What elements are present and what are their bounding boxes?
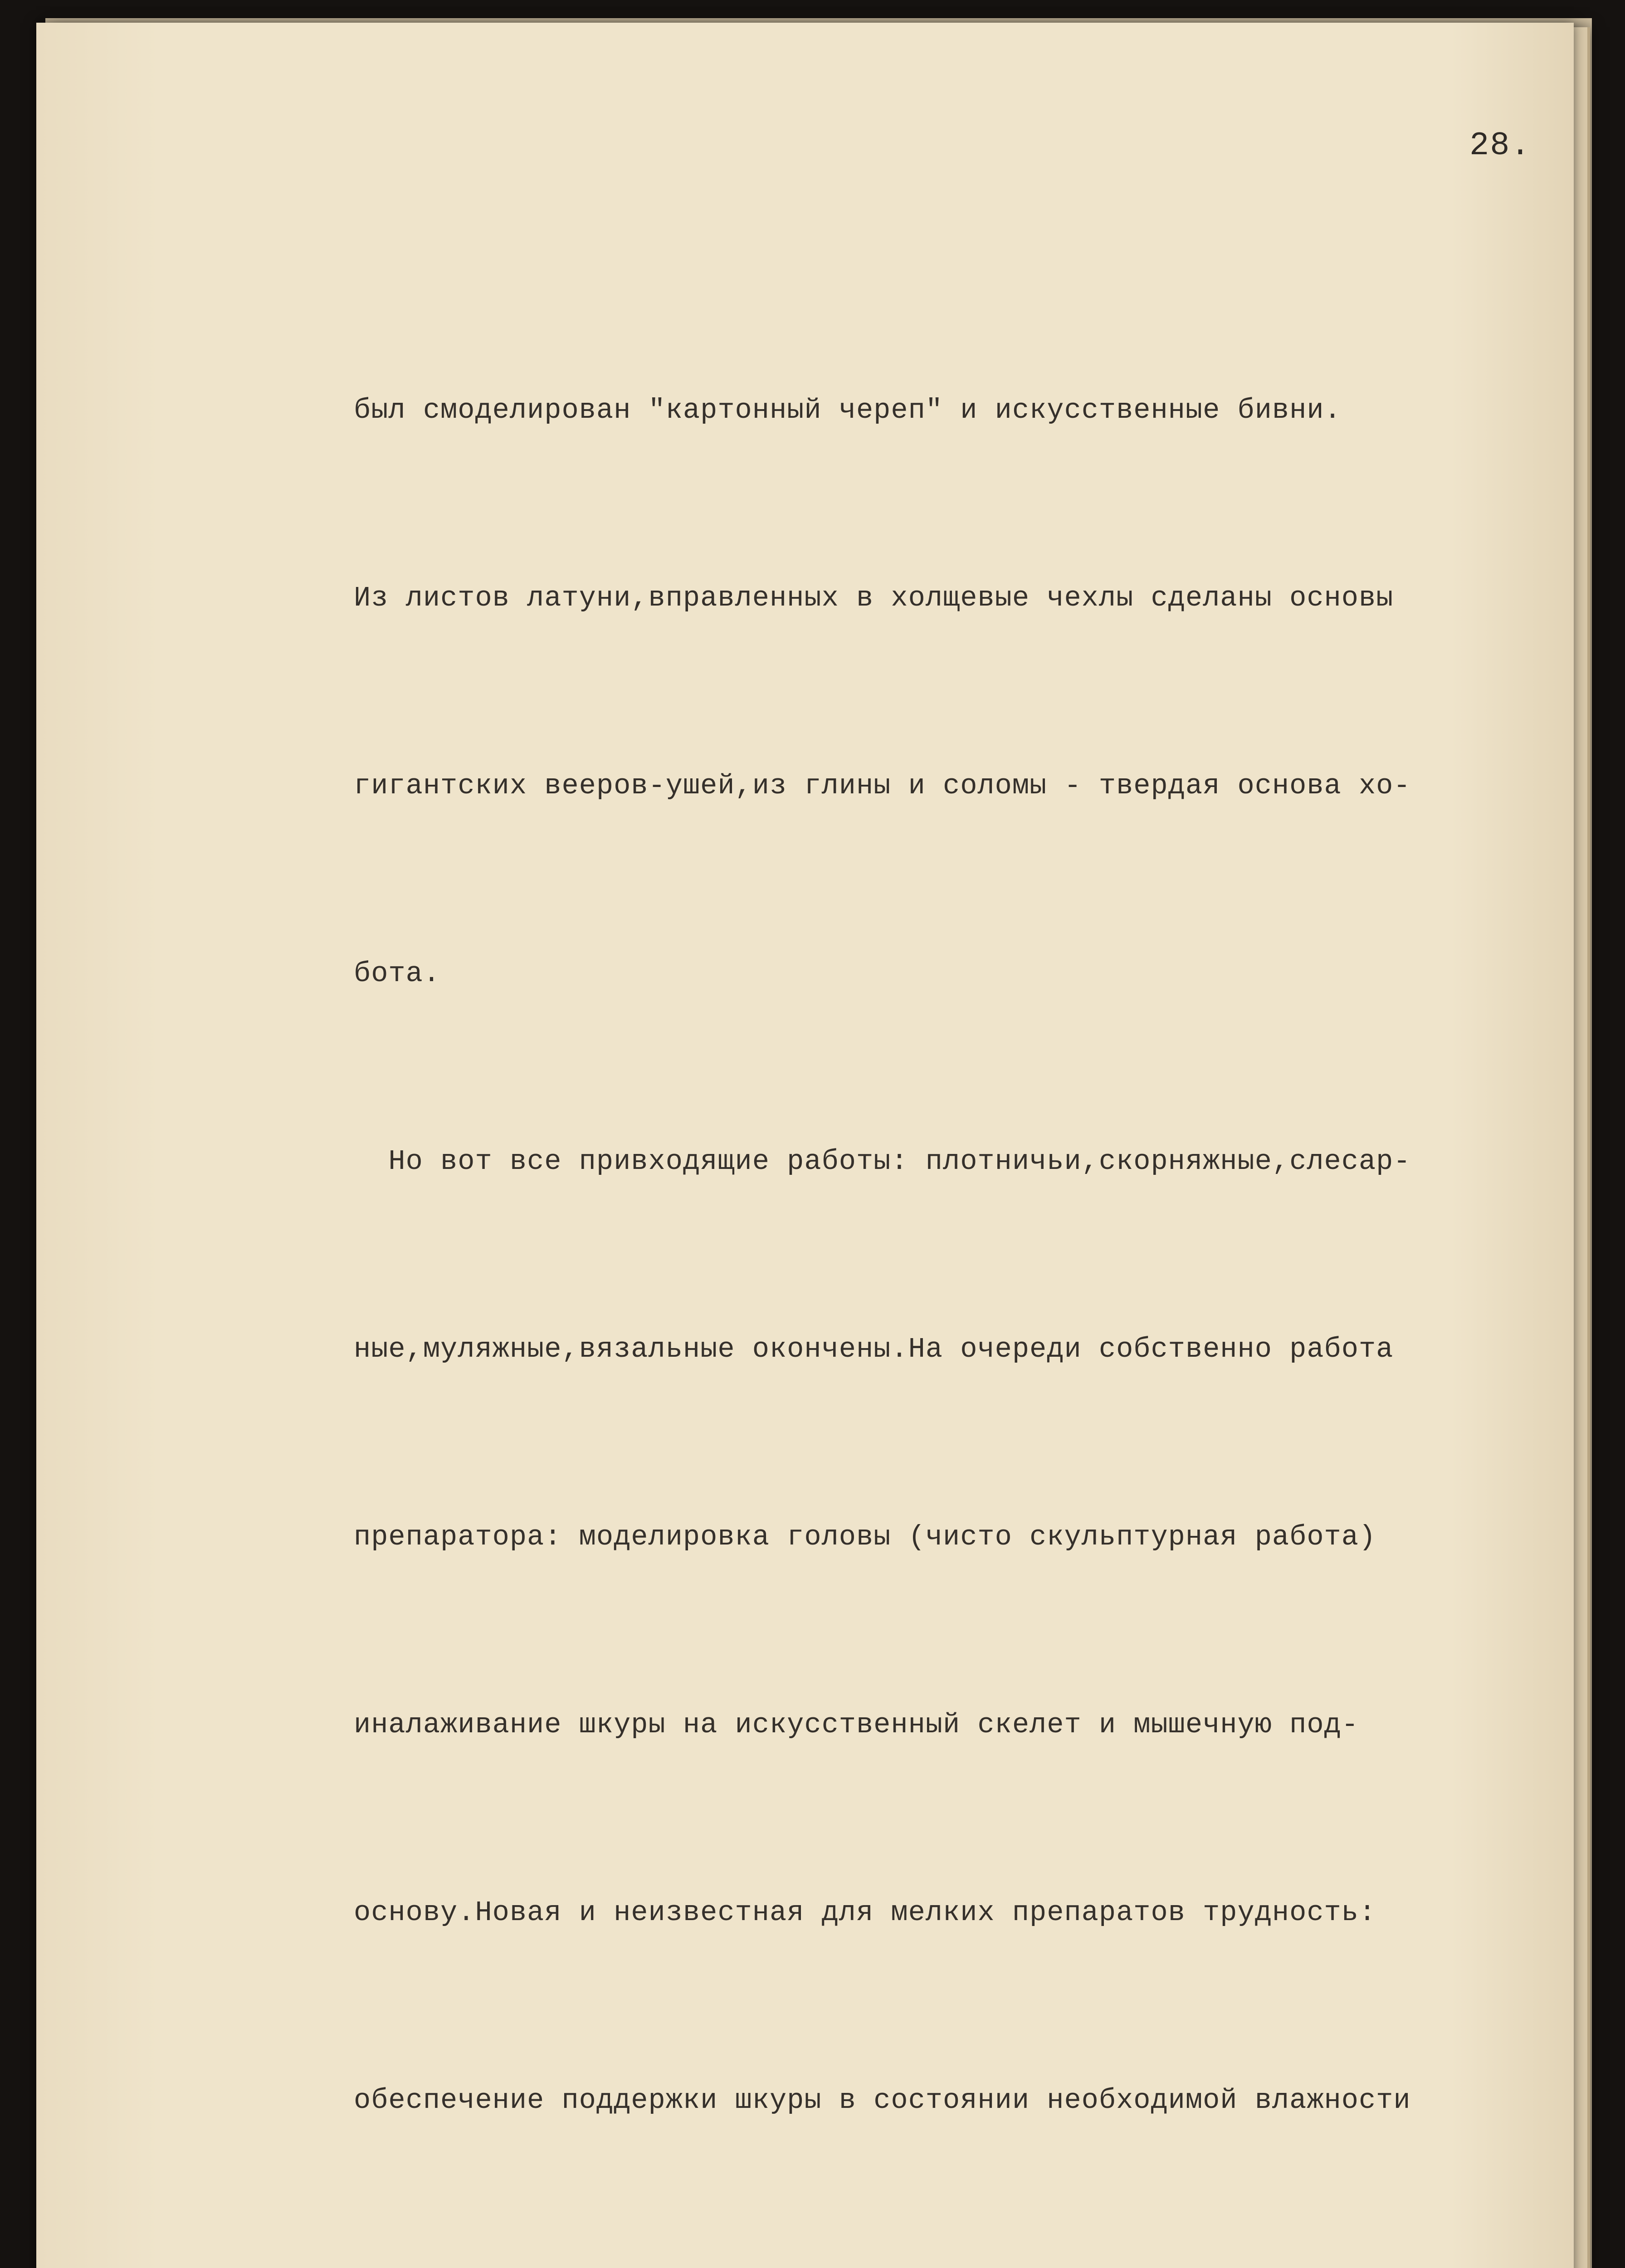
text-line: Но вот все привходящие работы: плотничьи,скорняжные,слесар- <box>354 1145 1411 1178</box>
typewritten-page <box>36 23 1574 2268</box>
text-line: бота. <box>354 958 441 990</box>
text-line: препаратора: моделировка головы (чисто скульптурная работа) <box>354 1521 1376 1553</box>
text-line: был смоделирован "картонный череп" и искусственные бивни. <box>354 394 1342 426</box>
text-line: гигантских вееров-ушей,из глины и соломы - твердая основа хо- <box>354 770 1411 802</box>
text-line: обеспечение поддержки шкуры в состоянии необходимой влажности <box>354 2084 1411 2116</box>
page-body-text <box>354 254 1601 2268</box>
text-line: ные,муляжные,вязальные окончены.На очереди собственно работа <box>354 1333 1394 1365</box>
text-line <box>354 2257 1601 2268</box>
text-line: оснoву.Новая и неизвестная для мелких препаратов трудность: <box>354 1897 1376 1929</box>
text-line: Из листов латуни,вправленных в холщевые чехлы сделаны основы <box>354 582 1394 614</box>
text-line: иналаживание шкуры на искусственный скелет и мышечную под- <box>354 1709 1359 1741</box>
page-number: 28. <box>1469 127 1531 164</box>
